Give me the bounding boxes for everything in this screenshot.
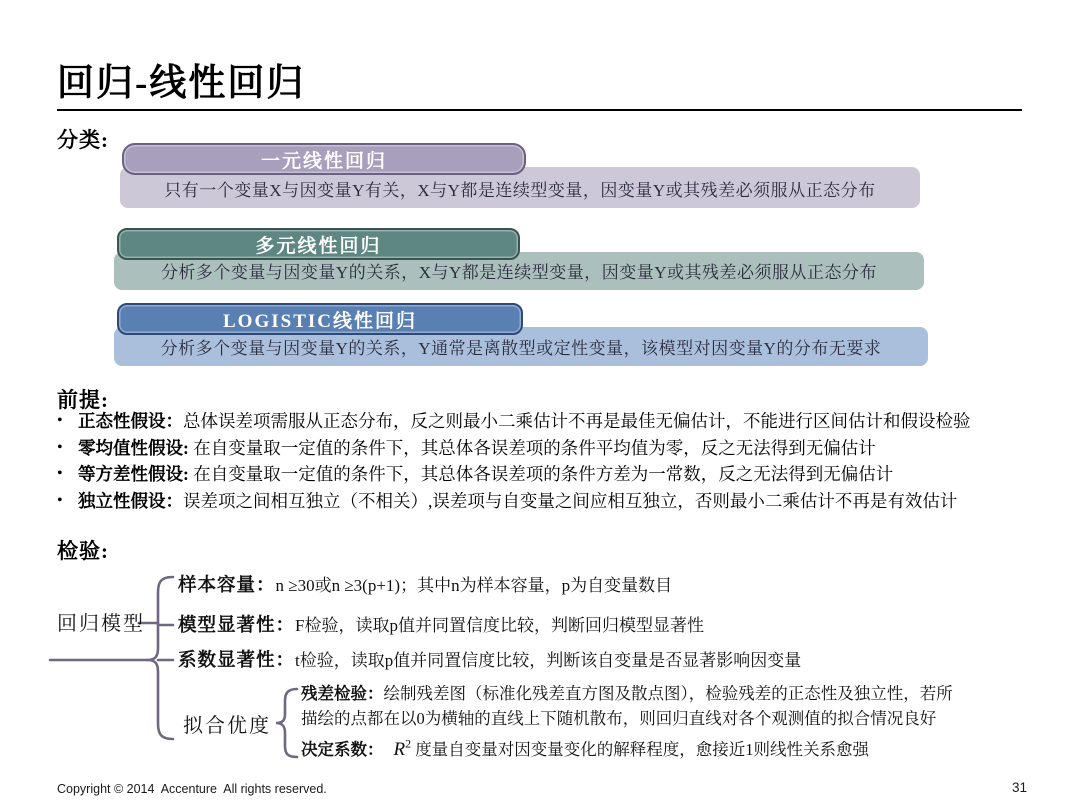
card-header: LOGISTIC线性回归 (117, 303, 523, 335)
bullet-icon: • (57, 412, 63, 429)
r2-term: 决定系数： (301, 740, 384, 759)
branch-desc: n ≥30或n ≥3(p+1)；其中n为样本容量，p为自变量数目 (275, 576, 673, 595)
branch-model-significance (178, 611, 704, 637)
premises-list (57, 408, 1042, 514)
title-underline (57, 109, 1022, 111)
premise-item (57, 488, 1042, 515)
premise-item (57, 461, 1042, 488)
branch-term: 系数显著性： (178, 651, 296, 671)
premise-term: 正态性假设： (78, 411, 183, 431)
fit-goodness-label: 拟合优度 (183, 715, 271, 737)
section-label-premises: 前提: (57, 388, 109, 412)
premise-desc: 在自变量取一定值的条件下，其总体各误差项的条件平均值为零，反之无法得到无偏估计 (193, 437, 876, 458)
residual-test-text (301, 681, 959, 731)
premise-item (57, 435, 1042, 462)
card-body-text: 只有一个变量X与因变量Y有关，X与Y都是连续型变量，因变量Y或其残差必须服从正态分布 (120, 167, 920, 208)
branch-desc: t检验，读取p值并同置信度比较，判断该自变量是否显著影响因变量 (295, 651, 802, 670)
tree-root-label: 回归模型 (57, 613, 145, 635)
page-title: 回归-线性回归 (57, 63, 306, 104)
card-body-text: 分析多个变量与因变量Y的关系，Y通常是离散型或定性变量，该模型对因变量Y的分布无要求 (114, 327, 928, 366)
r-squared-text (301, 736, 869, 761)
bullet-icon: • (57, 491, 63, 509)
branch-desc: F检验，读取p值并同置信度比较，判断回归模型显著性 (295, 616, 704, 635)
premise-term: 零均值性假设: (78, 437, 194, 458)
residual-desc: 绘制残差图（标准化残差直方图及散点图），检验残差的正态性及独立性，若所描绘的点都在以0为横轴的直线上下随机散布，则回归直线对各个观测值的拟合情况良好 (301, 684, 953, 728)
card-header: 一元线性回归 (122, 143, 526, 175)
premise-term: 独立性假设： (78, 490, 183, 511)
branch-sample-size (178, 571, 672, 597)
bullet-icon: • (57, 438, 63, 456)
premise-item (57, 408, 1042, 435)
premise-desc: 在自变量取一定值的条件下，其总体各误差项的条件方差为一常数，反之无法得到无偏估计 (193, 464, 894, 484)
r-squared-formula: $R^2$ (393, 736, 412, 760)
section-label-tests: 检验: (57, 539, 109, 563)
premise-desc: 总体误差项需服从正态分布，反之则最小二乘估计不再是最佳无偏估计，不能进行区间估计和假设检验 (183, 411, 971, 431)
footer-copyright: Copyright © 2014 Accenture All rights reserved. (57, 782, 327, 796)
card-header: 多元线性回归 (117, 228, 520, 260)
premise-term: 等方差性假设: (78, 464, 194, 484)
branch-coefficient-significance (178, 646, 801, 672)
r2-desc: 度量自变量对因变量变化的解释程度，愈接近1则线性关系愈强 (411, 740, 869, 759)
premise-desc: 误差项之间相互独立（不相关）,误差项与自变量之间应相互独立，否则最小二乘估计不再是有效估计 (183, 490, 958, 511)
section-label-classification: 分类: (57, 128, 109, 152)
card-body-text: 分析多个变量与因变量Y的关系，X与Y都是连续型变量，因变量Y或其残差必须服从正态分布 (114, 252, 924, 290)
branch-term: 样本容量： (178, 576, 276, 596)
bullet-icon: • (57, 465, 63, 482)
residual-term: 残差检验： (301, 684, 384, 703)
branch-term: 模型显著性： (178, 616, 296, 636)
page-number: 31 (1011, 780, 1027, 795)
